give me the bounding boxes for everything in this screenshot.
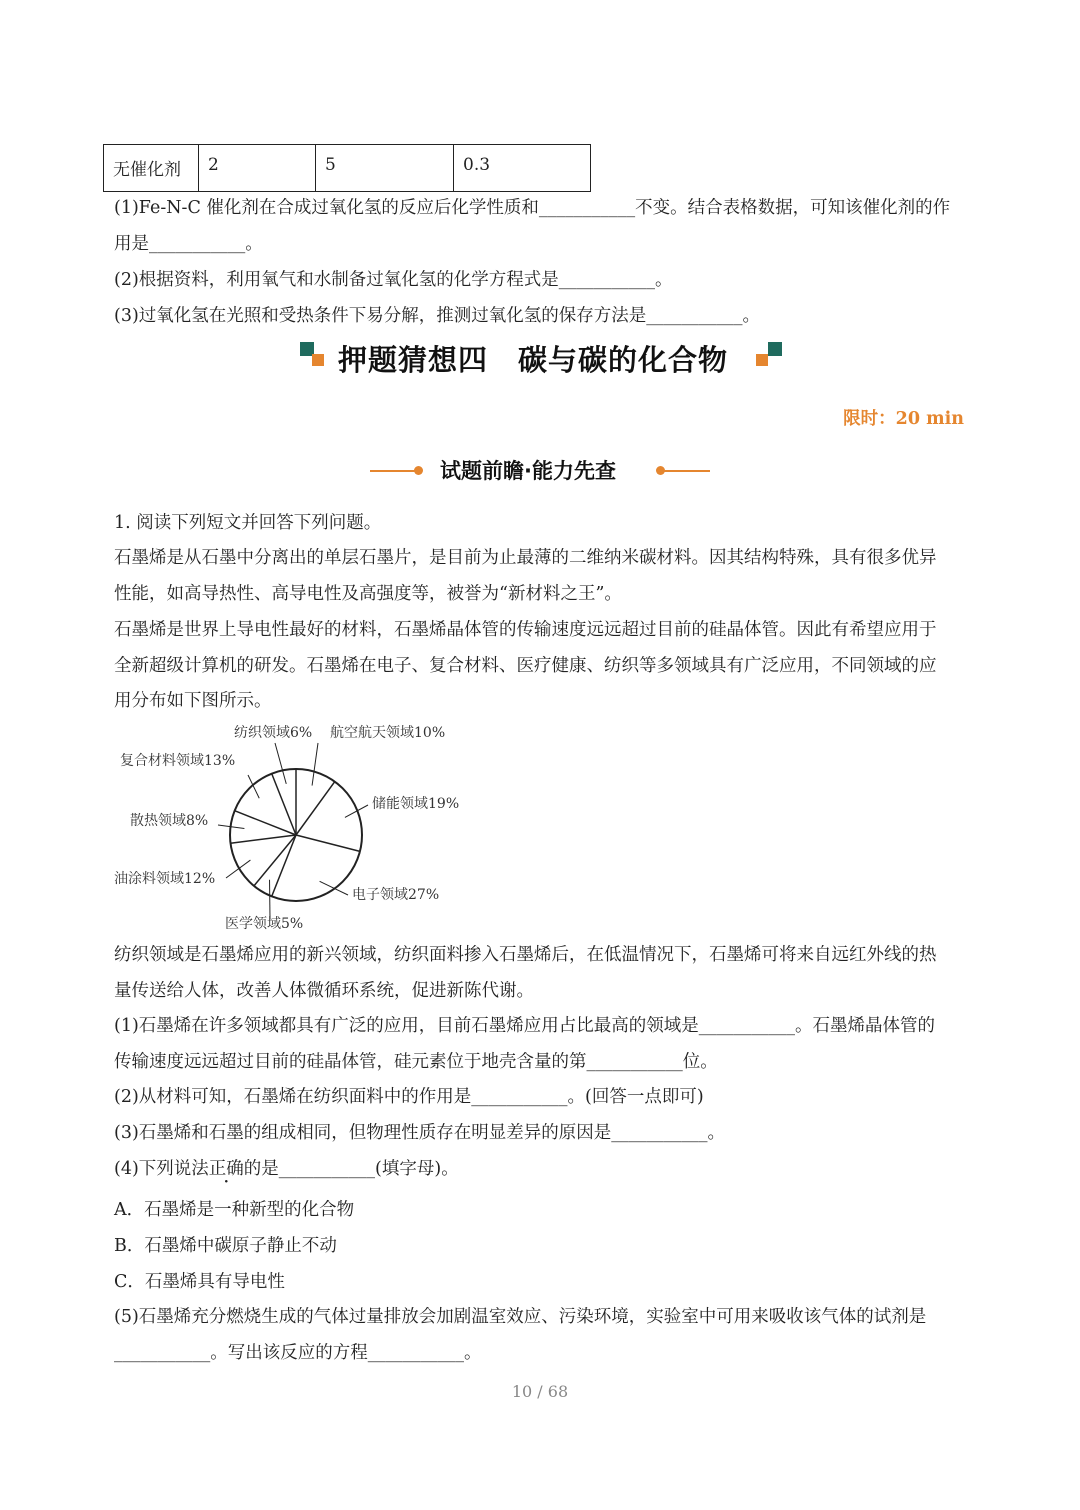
- pie-slice-label: 纺织领域6%: [234, 725, 313, 741]
- paragraph-text: 纺织领域是石墨烯应用的新兴领域，纺织面料掺入石墨烯后，在低温情况下，石墨烯可将来自远红外线的热: [114, 945, 937, 965]
- question-text: (1)Fe-N-C 催化剂在合成过氧化氢的反应后化学性质和___________不变。结合表格数据，可知该催化剂的作: [114, 198, 951, 218]
- paragraph-text: 石墨烯是从石墨中分离出的单层石墨片，是目前为止最薄的二维纳米碳材料。因其结构特殊，具有很多优异: [114, 548, 937, 568]
- decor-square-icon: [312, 354, 324, 366]
- question-text: 传输速度远远超过目前的硅晶体管，硅元素位于地壳含量的第___________位。: [114, 1052, 718, 1072]
- table-cell: 2: [199, 145, 316, 192]
- pie-chart: [100, 715, 500, 940]
- pie-slice-boundary: [296, 782, 335, 835]
- pie-slice-label: 油涂料领域12%: [114, 871, 216, 887]
- pie-slice-label: 散热领域8%: [130, 813, 209, 829]
- pie-slice-label: 医学领域5%: [225, 916, 304, 932]
- pie-leader-line: [312, 743, 318, 786]
- pie-slice-boundary: [272, 835, 296, 896]
- pie-slice-boundary: [296, 835, 360, 851]
- paragraph-text: 性能，如高导热性、高导电性及高强度等，被誉为“新材料之王”。: [114, 584, 622, 604]
- sub-heading: [0, 455, 1080, 489]
- divider: [370, 470, 418, 472]
- question-text: (2)从材料可知，石墨烯在纺织面料中的作用是___________。(回答一点即可): [114, 1087, 704, 1107]
- pie-slice-boundary: [235, 811, 296, 835]
- pie-slice-label: 电子领域27%: [352, 887, 440, 903]
- pie-slice-boundary: [231, 835, 296, 843]
- pie-slice-label: 复合材料领域13%: [120, 753, 236, 769]
- question-text-part: 的是___________(填字母)。: [243, 1159, 459, 1179]
- page-number: 10 / 68: [511, 1382, 569, 1401]
- pie-slice-label: 储能领域19%: [372, 796, 460, 812]
- pie-slice-label: 航空航天领域10%: [330, 725, 446, 741]
- pie-leader-line: [226, 860, 250, 878]
- question-text: (1)石墨烯在许多领域都具有广泛的应用，目前石墨烯应用占比最高的领域是___________。石墨烯晶体管的: [114, 1016, 936, 1036]
- question-text: (3)石墨烯和石墨的组成相同，但物理性质存在明显差异的原因是___________。: [114, 1123, 726, 1143]
- paragraph-text: 用分布如下图所示。: [114, 691, 272, 711]
- table-cell: 无催化剂: [104, 145, 199, 192]
- table-row: [104, 145, 591, 192]
- bullet-dot-icon: [414, 466, 423, 475]
- option-a: A．石墨烯是一种新型的化合物: [114, 1200, 355, 1220]
- pie-leader-line: [320, 881, 348, 895]
- emphasis-text: 正确: [208, 1159, 244, 1179]
- table-cell: 0.3: [454, 145, 591, 192]
- paragraph-text: 石墨烯是世界上导电性最好的材料，石墨烯晶体管的传输速度远远超过目前的硅晶体管。因此有希望应用于: [114, 620, 937, 640]
- pie-slice-boundary: [272, 774, 296, 835]
- question-text-part: (4)下列说法: [114, 1159, 209, 1179]
- paragraph-text: 全新超级计算机的研发。石墨烯在电子、复合材料、医疗健康、纺织等多领域具有广泛应用，不同领域的应: [114, 656, 937, 676]
- question-intro: 1. 阅读下列短文并回答下列问题。: [114, 513, 382, 533]
- option-b: B．石墨烯中碳原子静止不动: [114, 1236, 337, 1256]
- divider: [662, 470, 710, 472]
- paragraph-text: 量传送给人体，改善人体微循环系统，促进新陈代谢。: [114, 981, 534, 1001]
- question-text: (5)石墨烯充分燃烧生成的气体过量排放会加剧温室效应、污染环境，实验室中可用来吸收该气体的试剂是: [114, 1307, 927, 1327]
- question-text: (2)根据资料，利用氧气和水制备过氧化氢的化学方程式是___________。: [114, 270, 673, 290]
- section-heading: [300, 332, 780, 392]
- catalyst-table: [103, 144, 591, 192]
- option-c: C．石墨烯具有导电性: [114, 1272, 285, 1292]
- question-text: 用是___________。: [114, 234, 263, 254]
- pie-slice-boundary: [254, 835, 296, 886]
- time-limit: 限时：20 min: [843, 409, 964, 429]
- decor-square-icon: [756, 354, 768, 366]
- subtitle: 试题前瞻·能力先查: [440, 459, 616, 483]
- question-text: [114, 1157, 459, 1181]
- question-text: ___________。写出该反应的方程___________。: [114, 1343, 482, 1363]
- pie-leader-line: [275, 743, 286, 784]
- table-cell: 5: [316, 145, 454, 192]
- decor-square-icon: [768, 342, 782, 356]
- section-title: 押题猜想四 碳与碳的化合物: [338, 343, 729, 377]
- question-text: (3)过氧化氢在光照和受热条件下易分解，推测过氧化氢的保存方法是___________。: [114, 306, 761, 326]
